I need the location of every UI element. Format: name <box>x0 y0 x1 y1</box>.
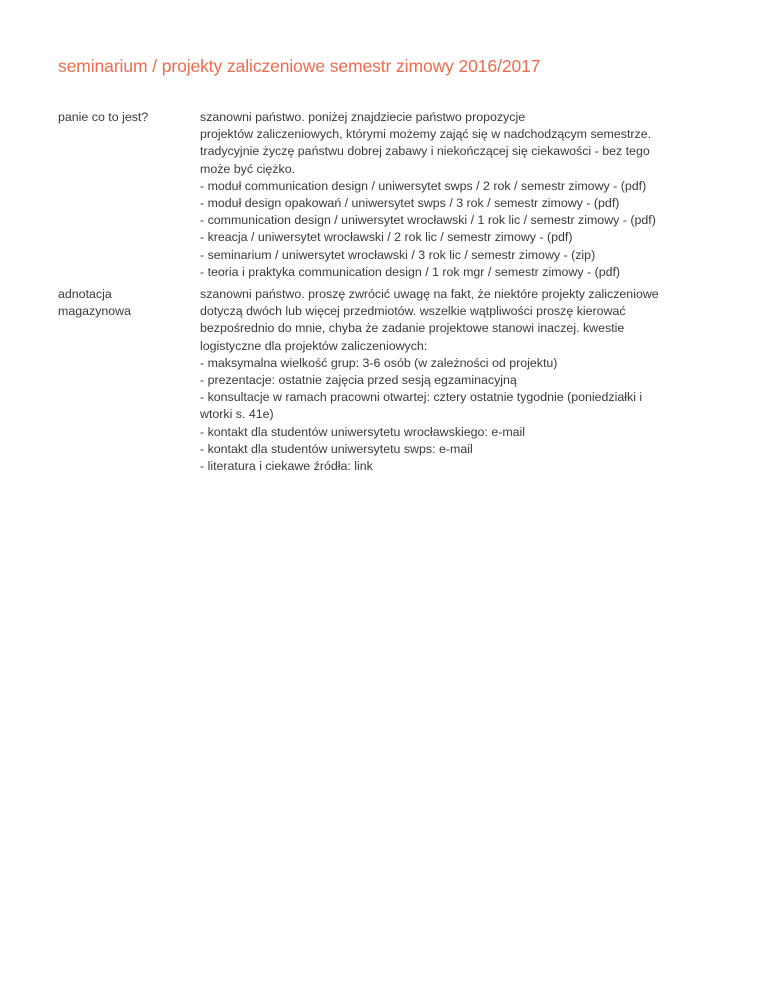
course-description: - moduł design opakowań / uniwersytet swps / 3 rok / semestr zimowy - <box>200 196 594 211</box>
literature-label: - literatura i ciekawe źródła: <box>200 459 355 474</box>
intro-line: tradycyjnie życzę państwu dobrej zabawy i niekończącej się ciekawości - bez tego <box>200 144 650 159</box>
course-description: - seminarium / uniwersytet wrocławski / 3 rok lic / semestr zimowy - <box>200 247 572 262</box>
contact-wroclaw-item <box>200 424 720 441</box>
contact-wroclaw-label: - kontakt dla studentów uniwersytetu wrocławskiego: <box>200 424 492 439</box>
literature-link[interactable]: link <box>354 459 373 474</box>
note-line: bezpośrednio do mnie, chyba że zadanie projektowe stanowi inaczej. kwestie <box>200 321 625 336</box>
note-line: wtorki s. 41e) <box>200 407 274 422</box>
course-description: - moduł communication design / uniwersytet swps / 2 rok / semestr zimowy - <box>200 178 621 193</box>
course-description: - communication design / uniwersytet wrocławski / 1 rok lic / semestr zimowy - <box>200 213 631 228</box>
course-description: - teoria i praktyka communication design / 1 rok mgr / semestr zimowy - <box>200 264 595 279</box>
course-download-link[interactable]: (zip) <box>571 247 596 262</box>
course-item-kreacja-uwr <box>200 229 720 246</box>
note-line: dotyczą dwóch lub więcej przedmiotów. wszelkie wątpliwości proszę kierować <box>200 304 626 319</box>
note-label-line: adnotacja <box>58 287 112 301</box>
course-download-link[interactable]: (pdf) <box>593 196 620 211</box>
contact-swps-label: - kontakt dla studentów uniwersytetu swps: <box>200 441 439 456</box>
course-description: - kreacja / uniwersytet wrocławski / 2 rok lic / semestr zimowy - <box>200 230 548 245</box>
intro-line: może być ciężko. <box>200 161 296 176</box>
note-body <box>200 286 720 475</box>
note-line: szanowni państwo. proszę zwrócić uwagę na fakt, że niektóre projekty zaliczeniowe <box>200 287 659 301</box>
course-download-link[interactable]: (pdf) <box>620 178 647 193</box>
course-item-communication-design-uwr <box>200 212 720 229</box>
page-title: seminarium / projekty zaliczeniowe semestr zimowy 2016/2017 <box>58 56 541 76</box>
contact-wroclaw-email-link[interactable]: e-mail <box>491 424 526 439</box>
contact-swps-email-link[interactable]: e-mail <box>438 441 473 456</box>
intro-line: projektów zaliczeniowych, którymi możemy zająć się w nadchodzącym semestrze. <box>200 127 652 142</box>
course-item-teoria-i-praktyka <box>200 264 720 281</box>
course-item-communication-design-swps <box>200 178 720 195</box>
course-item-design-opakowan-swps <box>200 195 720 212</box>
note-line: - prezentacje: ostatnie zajęcia przed sesją egzaminacyjną <box>200 373 517 388</box>
note-line: logistyczne dla projektów zaliczeniowych: <box>200 338 428 353</box>
course-download-link[interactable]: (pdf) <box>594 264 621 279</box>
intro-line: szanowni państwo. poniżej znajdziecie państwo propozycje <box>200 110 526 124</box>
note-label <box>58 286 178 320</box>
course-item-seminarium-uwr <box>200 247 720 264</box>
note-label-line: magazynowa <box>58 304 132 319</box>
contact-swps-item <box>200 441 720 458</box>
intro-label: panie co to jest? <box>58 110 149 124</box>
note-line: - konsultacje w ramach pracowni otwartej: cztery ostatnie tygodnie (poniedziałki i <box>200 390 643 405</box>
note-line: - maksymalna wielkość grup: 3-6 osób (w zależności od projektu) <box>200 355 558 370</box>
course-download-link[interactable]: (pdf) <box>547 230 573 245</box>
literature-item <box>200 458 720 475</box>
intro-body <box>200 109 720 281</box>
course-download-link[interactable]: (pdf) <box>630 213 656 228</box>
